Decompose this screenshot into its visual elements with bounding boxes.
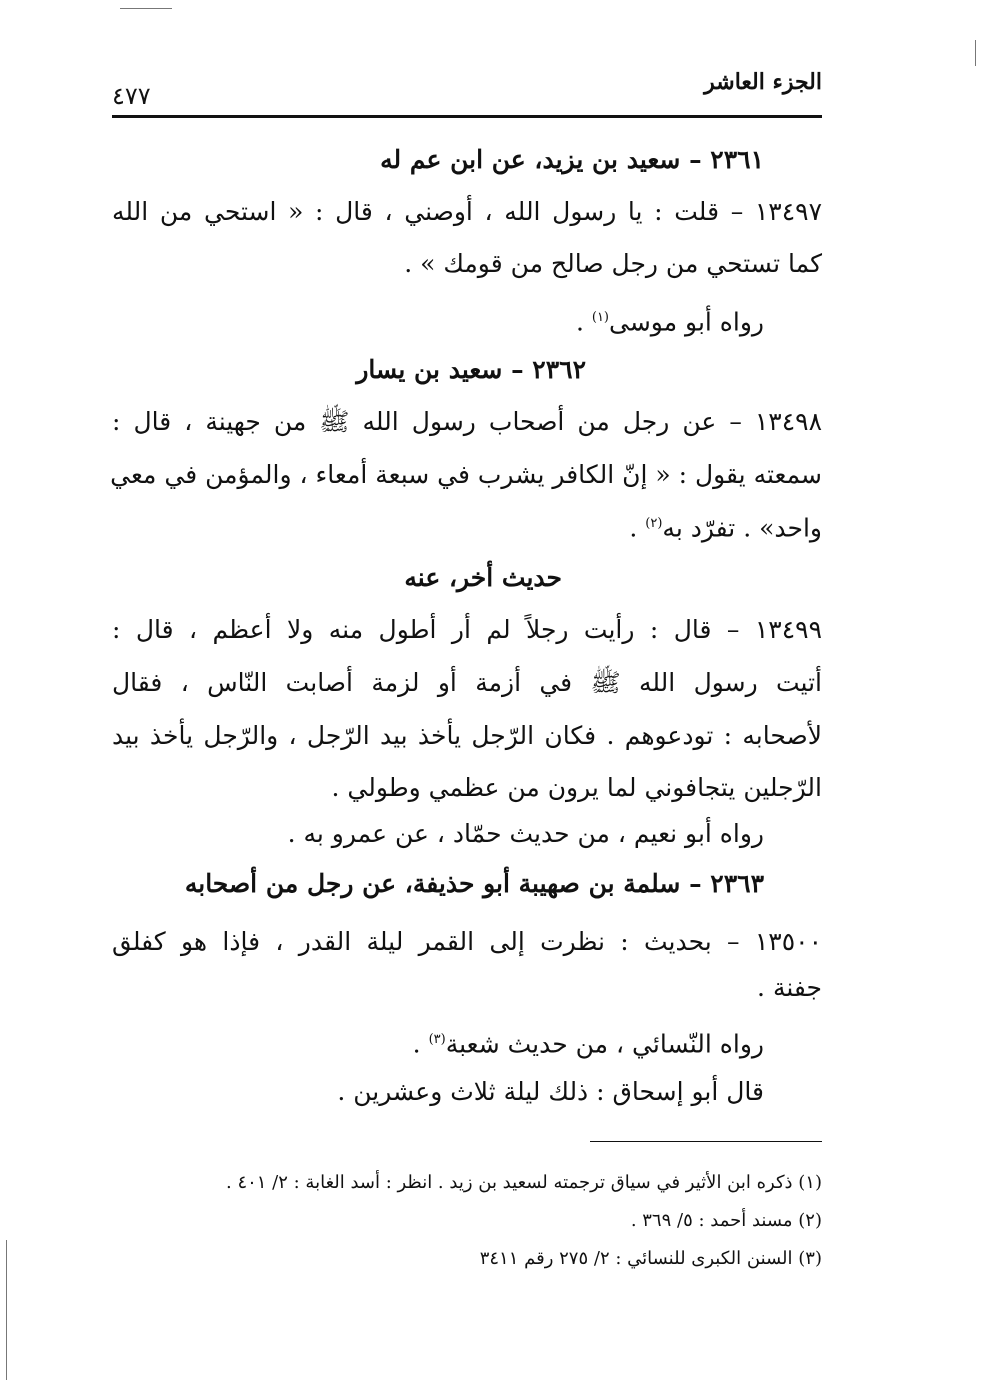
- section-heading-another: حديث أخر، عنه: [404, 563, 562, 592]
- header-rule: [112, 115, 822, 118]
- hadith-13498-line-3-text: واحد» . تفرّد به: [662, 513, 822, 543]
- hadith-13499-line-2: أتيت رسول الله ﷺ في أزمة أو لزمة أصابت النّاس ، فقال: [112, 668, 822, 697]
- hadith-13497-line-1: ١٣٤٩٧ – قلت : يا رسول الله ، أوصني ، قال : « استحي من الله: [112, 197, 823, 226]
- hadith-13500-source: رواه النّسائي ، من حديث شعبة$^{(٣)}$ .: [412, 1029, 764, 1059]
- hadith-13499-line-4: الرّجلين يتجافوني لما يرون من عظمي وطولي .: [331, 773, 822, 802]
- hadith-13499-line-3: لأصحابه : تودعوهم . فكان الرّجل يأخذ بيد الرّجل ، والرّجل يأخذ بيد: [112, 721, 822, 750]
- hadith-13497-source: رواه أبو موسى$^{(١)}$ .: [575, 307, 764, 337]
- scan-mark-left: [6, 1240, 7, 1380]
- hadith-13500-source-text: رواه النّسائي ، من حديث شعبة: [445, 1029, 764, 1059]
- hadith-13498-line-3: واحد» . تفرّد به$^{(٢)}$ .: [629, 513, 822, 543]
- footnote-1: (١) ذكره ابن الأثير في سياق ترجمته لسعيد بن زيد . انظر : أسد الغابة : ٢/ ٤٠١ .: [225, 1172, 822, 1193]
- footnote-ref-1: (١): [591, 310, 609, 325]
- hadith-13500-line-1: ١٣٥٠٠ – بحديث : نظرت إلى القمر ليلة القدر ، فإذا هو كفلق: [112, 927, 822, 956]
- footnote-2: (٢) مسند أحمد : ٥/ ٣٦٩ .: [630, 1210, 822, 1231]
- page-number: ٤٧٧: [112, 82, 151, 110]
- footnote-ref-2: (٢): [645, 516, 663, 531]
- hadith-13498-line-2: سمعته يقول : « إنّ الكافر يشرب في سبعة أمعاء ، والمؤمن في معي: [110, 460, 822, 489]
- hadith-13499-source: رواه أبو نعيم ، من حديث حمّاد ، عن عمرو به .: [287, 819, 764, 848]
- footnote-ref-3: (٣): [428, 1032, 446, 1047]
- section-heading-2361: ٢٣٦١ – سعيد بن يزيد، عن ابن عم له: [380, 145, 764, 174]
- section-heading-2363: ٢٣٦٣ – سلمة بن صهيبة أبو حذيفة، عن رجل من أصحابه: [184, 869, 764, 898]
- hadith-13497-line-2: كما تستحي من رجل صالح من قومك » .: [404, 249, 822, 278]
- section-heading-2362: ٢٣٦٢ – سعيد بن يسار: [356, 355, 586, 384]
- hadith-13498-line-1: ١٣٤٩٨ – عن رجل من أصحاب رسول الله ﷺ من جهينة ، قال :: [112, 407, 822, 436]
- hadith-13500-quote: قال أبو إسحاق : ذلك ليلة ثلاث وعشرين .: [337, 1077, 764, 1106]
- hadith-13500-line-2: جفنة .: [757, 973, 822, 1002]
- running-head: الجزء العاشر: [704, 69, 822, 95]
- page-header: [112, 60, 822, 118]
- hadith-13499-line-1: ١٣٤٩٩ – قال : رأيت رجلاً لم أر أطول منه ولا أعظم ، قال :: [112, 615, 822, 644]
- scan-mark-right: [975, 40, 976, 66]
- footnote-rule: [590, 1141, 822, 1142]
- footnote-3: (٣) السنن الكبرى للنسائي : ٢/ ٢٧٥ رقم ٣٤١١: [479, 1248, 822, 1269]
- source-text: رواه أبو موسى: [609, 307, 764, 337]
- scan-mark-top: [120, 8, 172, 9]
